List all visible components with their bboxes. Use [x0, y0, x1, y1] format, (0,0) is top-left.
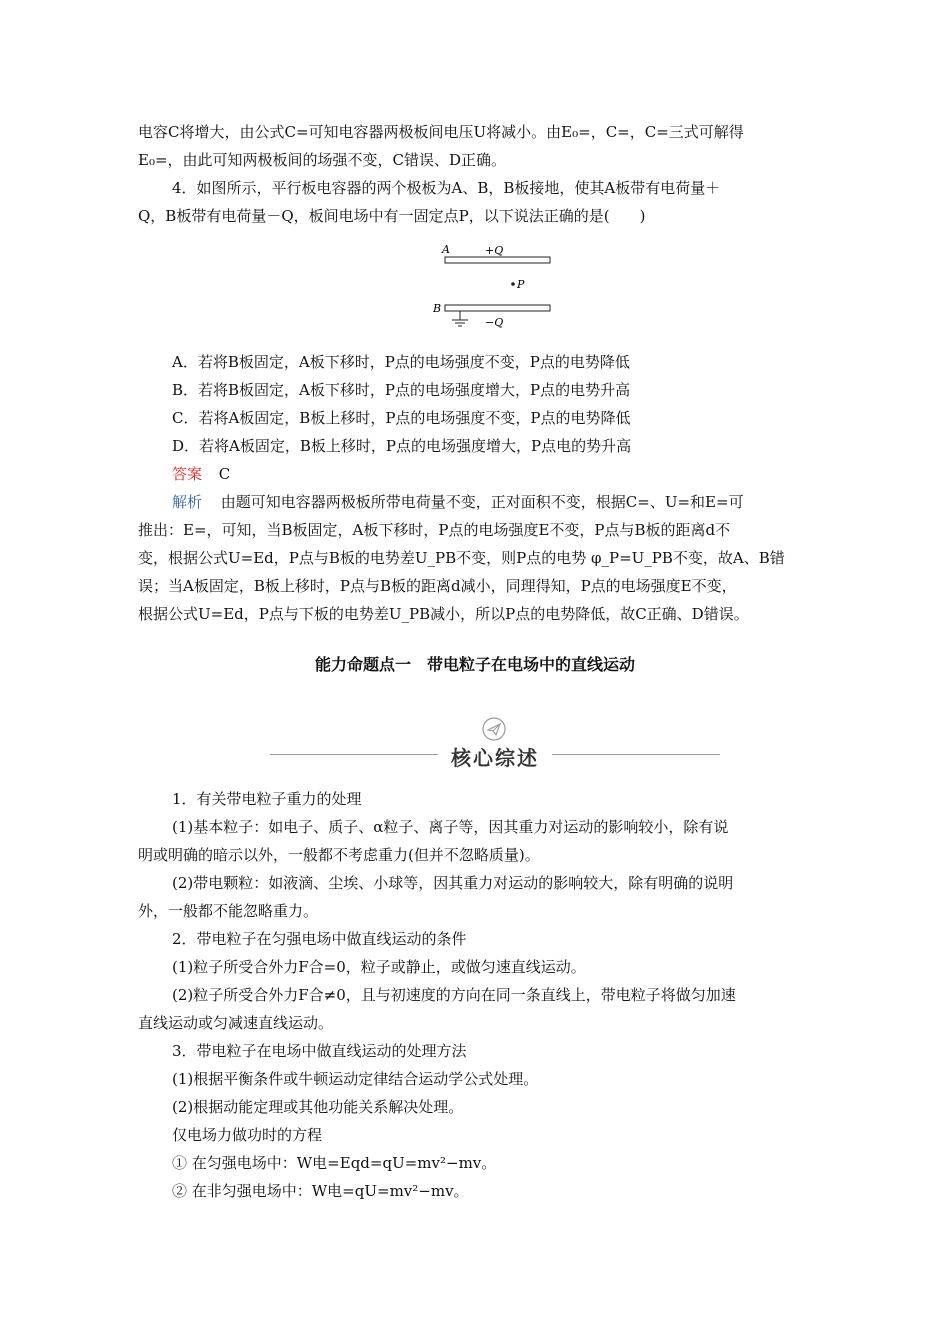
summary-line: 3．带电粒子在电场中做直线运动的处理方法: [172, 1042, 467, 1060]
summary-line: (2)根据动能定理或其他功能关系解决处理。: [172, 1098, 464, 1116]
summary-line: 仅电场力做功时的方程: [172, 1126, 323, 1144]
heading-rule-left: [270, 754, 438, 755]
section-title: 能力命题点一 带电粒子在电场中的直线运动: [314, 655, 635, 674]
summary-line: (1)粒子所受合外力F合=0，粒子或静止，或做匀速直线运动。: [172, 958, 586, 976]
core-summary-heading: [270, 716, 720, 776]
analysis-line-3: 变，根据公式U=Ed，P点与B板的电势差U_PB不变，则P点的电势 φ_P=U_PB不变，故A、B错: [138, 549, 785, 567]
heading-rule-right: [552, 754, 720, 755]
core-heading-label: 核心综述: [451, 746, 539, 770]
capacitor-figure: [425, 240, 560, 332]
option-a: A．若将B板固定，A板下移时，P点的电场强度不变，P点的电势降低: [172, 353, 630, 371]
intro-line-1: 电容C将增大，由公式C=可知电容器两极板间电压U将减小。由E₀=，C=，C=三式可解得: [138, 123, 744, 141]
point-p-dot: [511, 282, 515, 286]
bottom-charge-label: −Q: [485, 316, 504, 329]
analysis-label: 解析: [172, 493, 203, 511]
option-d: D．若将A板固定，B板上移时，P点的电场强度增大，P点电的势升高: [172, 437, 632, 455]
plate-a: [445, 257, 550, 263]
summary-line: ② 在非匀强电场中：W电=qU=mv²−mv。: [172, 1182, 469, 1200]
plate-b-label: B: [433, 302, 442, 315]
question-stem-line-1: 4．如图所示，平行板电容器的两个极板为A、B，B板接地，使其A板带有电荷量＋: [172, 179, 721, 197]
answer-label: 答案: [172, 465, 203, 483]
intro-line-2: E₀=，由此可知两极板间的场强不变，C错误、D正确。: [138, 151, 507, 169]
summary-line: 2．带电粒子在匀强电场中做直线运动的条件: [172, 930, 467, 948]
analysis-line-2: 推出：E=，可知，当B板固定，A板下移时，P点的电场强度E不变，P点与B板的距离d不: [138, 521, 731, 539]
analysis-line-5: 根据公式U=Ed，P点与下板的电势差U_PB减小，所以P点的电势降低，故C正确、D错误。: [138, 605, 749, 623]
answer-row: [172, 464, 230, 484]
summary-line: 直线运动或匀减速直线运动。: [138, 1014, 334, 1032]
plate-b: [445, 305, 550, 311]
summary-line: 明或明确的暗示以外，一般都不考虑重力(但并不忽略质量)。: [138, 846, 540, 864]
answer-value: C: [218, 465, 231, 483]
ground-icon: [452, 311, 468, 326]
option-b: B．若将B板固定，A板下移时，P点的电场强度增大，P点的电势升高: [172, 381, 631, 399]
summary-line: (2)粒子所受合外力F合≠0，且与初速度的方向在同一条直线上，带电粒子将做匀加速: [172, 986, 736, 1004]
summary-line: (2)带电颗粒：如液滴、尘埃、小球等，因其重力对运动的影响较大，除有明确的说明: [172, 874, 734, 892]
summary-line: ① 在匀强电场中：W电=Eqd=qU=mv²−mv。: [172, 1154, 497, 1172]
summary-line: 外，一般都不能忽略重力。: [138, 902, 319, 920]
summary-line: (1)基本粒子：如电子、质子、α粒子、离子等，因其重力对运动的影响较小，除有说: [172, 818, 729, 836]
analysis-line-4: 误；当A板固定，B板上移时，P点与B板的距离d减小，同理得知，P点的电场强度E不变，: [138, 577, 737, 595]
analysis-row-1: [172, 492, 744, 512]
plate-a-label: A: [442, 243, 450, 256]
summary-line: 1．有关带电粒子重力的处理: [172, 790, 362, 808]
paper-plane-icon: [481, 716, 507, 742]
point-p-label: P: [517, 278, 525, 291]
analysis-line-1: 由题可知电容器两极板所带电荷量不变，正对面积不变，根据C=、U=和E=可: [220, 493, 744, 511]
option-c: C．若将A板固定，B板上移时，P点的电场强度不变，P点的电势降低: [172, 409, 631, 427]
summary-line: (1)根据平衡条件或牛顿运动定律结合运动学公式处理。: [172, 1070, 539, 1088]
question-stem-line-2: Q，B板带有电荷量－Q，板间电场中有一固定点P，以下说法正确的是( ): [138, 207, 646, 225]
top-charge-label: +Q: [485, 244, 504, 257]
